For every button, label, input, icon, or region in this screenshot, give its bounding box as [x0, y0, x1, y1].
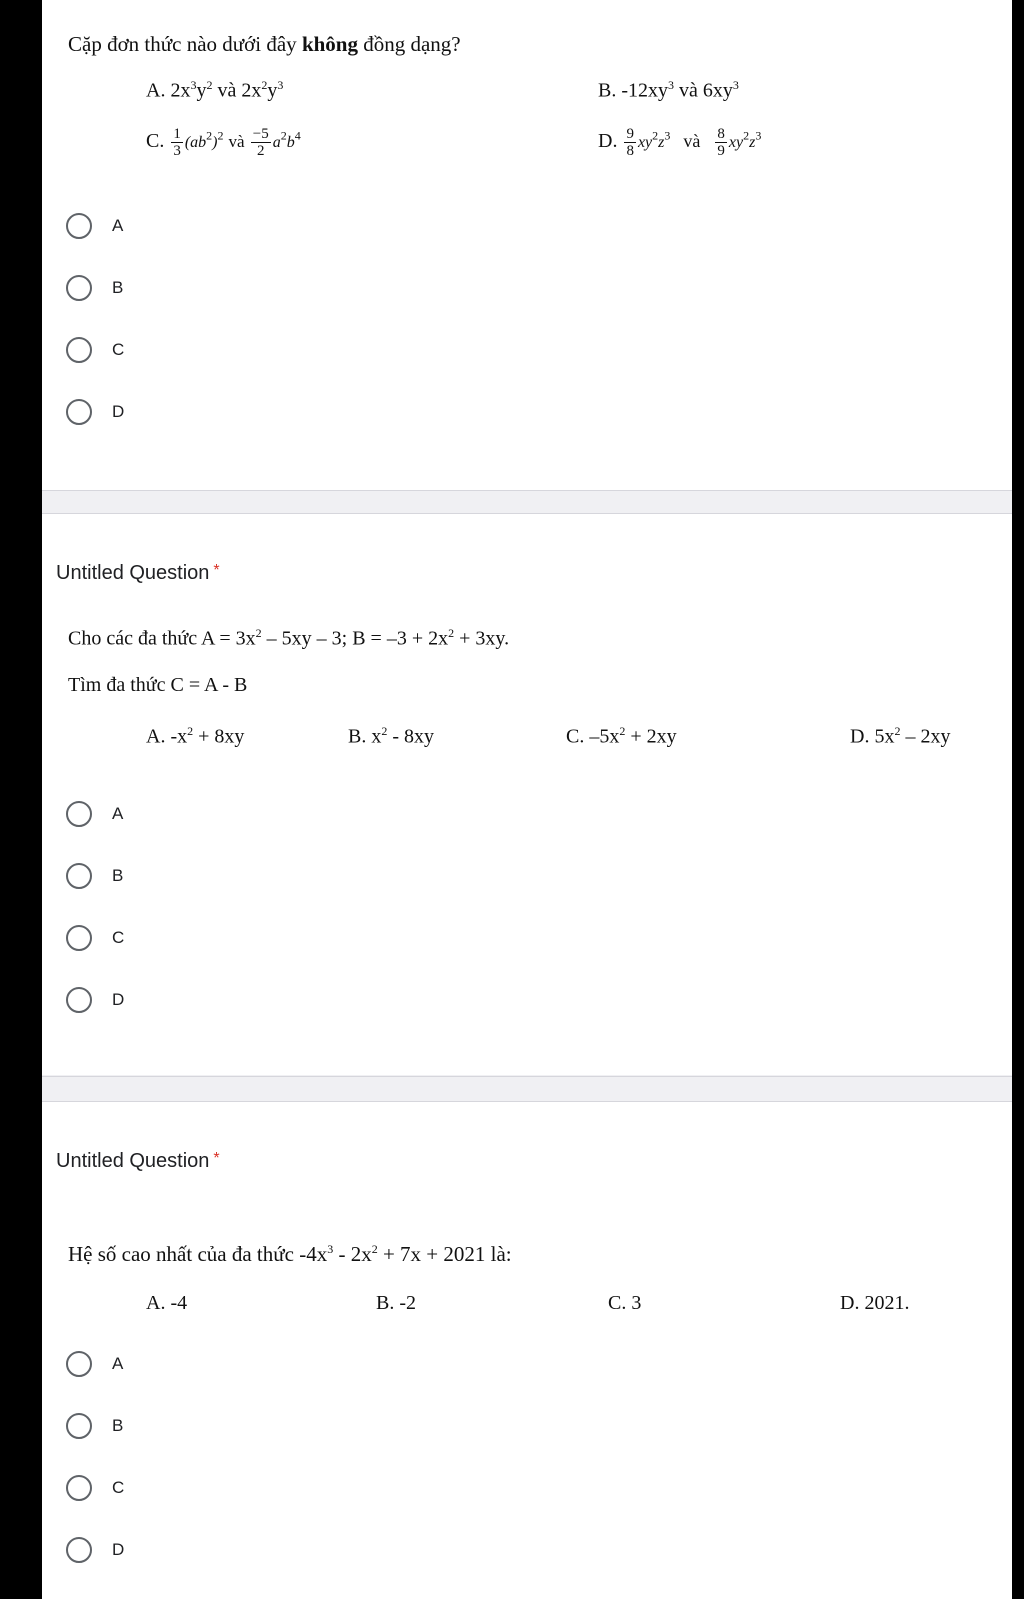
choice-b[interactable]	[66, 1408, 123, 1444]
math: z	[658, 134, 665, 152]
choice-label: A	[112, 1354, 124, 1373]
exponent: 2	[894, 724, 901, 738]
exponent: 2	[381, 724, 388, 738]
choice-c[interactable]	[66, 332, 124, 368]
exponent: 2	[448, 626, 455, 640]
question-text-part: – 5xy – 3; B = –3 + 2x	[261, 627, 449, 650]
exponent: 2	[619, 724, 626, 738]
conjunction: và	[228, 132, 249, 152]
math: 2x	[170, 79, 191, 102]
exponent: 2	[280, 128, 287, 143]
option-text: + 2xy	[625, 725, 677, 748]
question-text-part: Hệ số cao nhất của đa thức -4x	[68, 1242, 328, 1266]
exponent: 3	[668, 78, 675, 92]
exponent: 2	[652, 128, 659, 143]
option-c-text	[566, 724, 677, 749]
math: )	[212, 134, 218, 152]
exponent: 3	[664, 128, 671, 143]
option-b-text: B. -2	[376, 1292, 416, 1314]
option-text: D. 5x	[850, 725, 895, 748]
choice-label: C	[112, 1478, 125, 1497]
question-text	[68, 1242, 512, 1267]
option-b-text	[598, 78, 739, 103]
conjunction: và	[683, 131, 701, 152]
question-card-1	[42, 0, 1012, 490]
option-text: - 8xy	[387, 725, 435, 748]
radio-button[interactable]	[66, 1475, 92, 1501]
radio-button[interactable]	[66, 1413, 92, 1439]
numerator: −5	[252, 126, 269, 142]
choice-label: D	[112, 402, 125, 421]
exponent: 2	[371, 1242, 378, 1256]
choice-label: D	[112, 990, 125, 1009]
radio-button[interactable]	[66, 1537, 92, 1563]
choice-d[interactable]	[66, 394, 124, 430]
math: y	[196, 79, 207, 102]
denominator: 9	[717, 143, 725, 159]
question-card-3	[42, 1102, 1012, 1599]
question-text-part: Cặp đơn thức nào dưới đây	[68, 32, 302, 56]
radio-button[interactable]	[66, 987, 92, 1013]
question-text-part: Cho các đa thức A = 3x	[68, 627, 256, 650]
exponent: 2	[206, 78, 213, 92]
question-text-bold: không	[301, 32, 358, 56]
choice-label: A	[112, 804, 124, 823]
option-c-text: C. 3	[608, 1292, 642, 1314]
math: z	[749, 134, 756, 152]
denominator: 2	[257, 143, 265, 159]
choice-a[interactable]	[66, 796, 123, 832]
radio-button[interactable]	[66, 1351, 92, 1377]
exponent: 3	[190, 78, 197, 92]
radio-button[interactable]	[66, 863, 92, 889]
math: y	[267, 79, 278, 102]
question-card-2	[42, 514, 1012, 1075]
choice-d[interactable]	[66, 1532, 124, 1568]
choice-b[interactable]	[66, 270, 123, 306]
required-asterisk: *	[213, 1150, 220, 1167]
choice-label: D	[112, 1540, 125, 1559]
option-d-text	[598, 126, 761, 159]
math: (ab	[184, 134, 207, 152]
math: 2x	[241, 79, 262, 102]
question-title-text: Untitled Question	[56, 1150, 210, 1172]
radio-button[interactable]	[66, 399, 92, 425]
fraction	[251, 126, 271, 159]
option-text: – 2xy	[900, 725, 951, 748]
exponent: 2	[187, 724, 194, 738]
question-text-part: đồng dạng?	[357, 32, 461, 56]
question-text-part: - 2x	[333, 1242, 372, 1266]
math: xy	[728, 134, 744, 152]
question-text-part: + 7x + 2021 là:	[377, 1242, 512, 1266]
fraction	[715, 126, 727, 159]
option-a-text: A. -4	[146, 1292, 188, 1314]
exponent: 3	[755, 128, 762, 143]
choice-label: B	[112, 866, 124, 885]
option-label: C.	[146, 130, 165, 153]
conjunction: và	[212, 79, 242, 102]
fraction	[171, 126, 183, 159]
required-asterisk: *	[213, 562, 220, 579]
choice-label: A	[112, 216, 124, 235]
choice-b[interactable]	[66, 858, 123, 894]
option-d-text	[850, 724, 950, 749]
exponent: 2	[217, 128, 224, 143]
choice-label: C	[112, 340, 125, 359]
radio-button[interactable]	[66, 925, 92, 951]
option-label: A.	[146, 79, 166, 102]
conjunction: và	[674, 79, 703, 102]
radio-button[interactable]	[66, 801, 92, 827]
option-text: B. x	[348, 725, 382, 748]
exponent: 3	[732, 78, 739, 92]
divider	[42, 490, 1012, 491]
choice-label: B	[112, 1416, 124, 1435]
exponent: 2	[206, 128, 213, 143]
denominator: 3	[173, 143, 181, 159]
question-text-line: Tìm đa thức C = A - B	[68, 674, 248, 696]
exponent: 3	[277, 78, 284, 92]
question-text	[68, 626, 509, 651]
option-d-text: D. 2021.	[840, 1292, 910, 1314]
radio-button[interactable]	[66, 337, 92, 363]
form-page	[42, 0, 1012, 1599]
numerator: 9	[626, 126, 634, 142]
math: a	[272, 134, 281, 152]
choice-label: B	[112, 278, 124, 297]
choice-c[interactable]	[66, 920, 124, 956]
math: b	[286, 134, 295, 152]
question-title-text: Untitled Question	[56, 562, 210, 584]
numerator: 8	[717, 126, 725, 142]
option-a-text	[146, 78, 283, 103]
denominator: 8	[626, 143, 634, 159]
math: -12xy	[621, 79, 669, 102]
option-label: D.	[598, 130, 618, 153]
exponent: 2	[743, 128, 750, 143]
radio-button[interactable]	[66, 275, 92, 301]
math: xy	[637, 134, 653, 152]
question-text	[68, 32, 461, 57]
question-text-part: + 3xy.	[454, 627, 510, 650]
question-title	[56, 562, 220, 585]
math: 6xy	[702, 79, 733, 102]
choice-c[interactable]	[66, 1470, 124, 1506]
option-text: + 8xy	[193, 725, 245, 748]
question-title	[56, 1150, 220, 1173]
option-text: A. -x	[146, 725, 188, 748]
exponent: 3	[327, 1242, 334, 1256]
exponent: 2	[261, 78, 268, 92]
option-a-text	[146, 724, 244, 749]
choice-d[interactable]	[66, 982, 124, 1018]
choice-a[interactable]	[66, 208, 123, 244]
exponent: 2	[255, 626, 262, 640]
divider	[42, 1076, 1012, 1077]
option-text: C. –5x	[566, 725, 620, 748]
choice-label: C	[112, 928, 125, 947]
option-label: B.	[598, 79, 617, 102]
numerator: 1	[173, 126, 181, 142]
option-b-text	[348, 724, 434, 749]
option-c-text	[146, 126, 301, 159]
exponent: 4	[294, 128, 301, 143]
radio-button[interactable]	[66, 213, 92, 239]
choice-a[interactable]	[66, 1346, 123, 1382]
fraction	[624, 126, 636, 159]
